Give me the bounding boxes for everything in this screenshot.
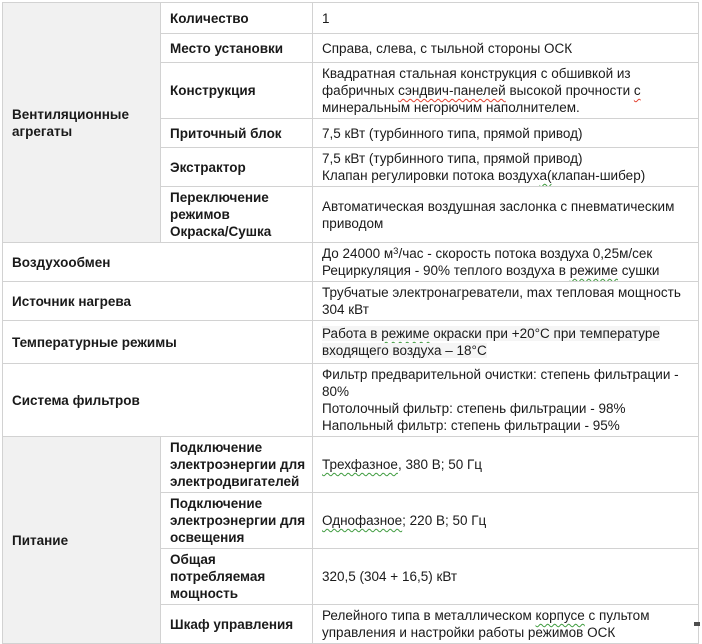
grammar-flagged-word: Трехфазное <box>322 457 398 472</box>
misspelled-word: с <box>633 83 641 98</box>
text-segment: Переключение <box>170 190 269 205</box>
text-segment: До 24000 м <box>322 246 394 261</box>
text-line <box>170 585 303 602</box>
text-segment: 1 <box>322 10 330 26</box>
text-segment: Работа в <box>322 326 382 341</box>
text-line <box>322 10 689 27</box>
text-line <box>170 568 303 585</box>
label-temperature-modes <box>3 321 313 364</box>
row-heat-source <box>3 282 699 321</box>
text-line <box>322 150 689 167</box>
text-segment: электроэнергии для <box>170 513 306 528</box>
text-segment: агрегаты <box>12 123 73 139</box>
spec-table <box>2 2 699 644</box>
misspelled-word: сэндвич-панелей <box>398 83 506 98</box>
text-line <box>12 106 151 123</box>
value-construction <box>313 63 699 119</box>
value-installation-place <box>313 34 699 63</box>
text-segment: Приточный блок <box>170 125 282 141</box>
row-filter-system <box>3 364 699 437</box>
label-installation-place <box>161 34 313 63</box>
text-segment: Система фильтров <box>12 392 140 408</box>
text-line <box>322 125 689 142</box>
text-line <box>12 254 303 271</box>
text-segment: клапан-шибер) <box>551 168 646 183</box>
text-segment: Температурные режимы <box>12 334 177 350</box>
text-segment: Рециркуляция - 90% теплого воздуха в <box>322 263 570 278</box>
text-segment: Экстрактор <box>170 159 246 175</box>
value-total-power <box>313 549 699 605</box>
label-total-power <box>161 549 313 605</box>
section-cell-ventilation-units <box>3 3 161 243</box>
text-line <box>12 392 303 409</box>
label-quantity <box>161 3 313 34</box>
text-line <box>170 616 303 633</box>
text-segment: мощность <box>170 586 239 601</box>
text-segment: с пультом <box>584 608 650 623</box>
text-segment: Количество <box>170 10 249 26</box>
value-heat-source <box>313 282 699 321</box>
text-segment: окраски при +20°C при температуре <box>429 326 660 341</box>
text-line <box>322 456 689 473</box>
row-temperature-modes <box>3 321 699 364</box>
text-line <box>322 215 689 232</box>
text-segment: Напольный фильтр: степень фильтрации - 95% <box>322 418 620 433</box>
document-page <box>0 2 702 640</box>
text-line <box>322 383 689 400</box>
text-line <box>170 456 306 473</box>
text-segment: Питание <box>12 532 69 548</box>
text-segment: Конструкция <box>170 83 256 98</box>
text-segment: электроэнергии для <box>170 457 306 472</box>
text-segment: 80% <box>322 384 350 399</box>
label-filter-system <box>3 364 313 437</box>
label-air-exchange <box>3 243 313 282</box>
value-filter-system <box>313 364 699 437</box>
superscript: 3 <box>393 246 399 257</box>
label-extractor <box>161 148 313 187</box>
text-line <box>170 125 303 142</box>
text-segment: потребляемая <box>170 569 266 584</box>
text-segment: Клапан регулировки потока воздух <box>322 168 540 183</box>
text-line <box>322 65 689 82</box>
text-segment: Трубчатые электронагреватели, max тепловая мощность <box>322 285 681 300</box>
grammar-flagged-word: корпусе <box>535 608 585 623</box>
text-line <box>170 40 303 57</box>
text-segment: минеральным негорючим наполнителем. <box>322 100 580 115</box>
label-heat-source <box>3 282 313 321</box>
text-line <box>322 99 689 116</box>
text-line <box>322 301 689 318</box>
value-power-motors <box>313 437 699 493</box>
text-segment: Релейного типа в металлическом <box>322 608 536 623</box>
grammar-flagged-word: режиме <box>381 326 430 341</box>
spec-table-body <box>3 3 699 644</box>
text-segment: Общая <box>170 552 216 567</box>
value-quantity <box>313 3 699 34</box>
text-segment: Потолочный фильтр: степень фильтрации - 98% <box>322 401 626 416</box>
text-line <box>12 334 303 351</box>
text-segment: Подключение <box>170 440 263 455</box>
row-air-exchange <box>3 243 699 282</box>
text-segment: электродвигателей <box>170 474 300 489</box>
grammar-flagged-word: Однофазное <box>322 513 403 528</box>
value-mode-switching <box>313 187 699 243</box>
value-temperature-modes <box>313 321 699 364</box>
text-segment: входящего воздуха – 18°C <box>322 343 487 358</box>
text-segment: Шкаф управления <box>170 616 294 632</box>
grammar-flagged-word: режиме <box>569 263 618 278</box>
text-segment: 320,5 (304 + 16,5) кВт <box>322 569 458 584</box>
text-segment: освещения <box>170 530 245 545</box>
text-line <box>170 439 303 456</box>
text-segment: приводом <box>322 215 384 231</box>
label-supply-unit <box>161 119 313 148</box>
label-power-motors <box>161 437 313 493</box>
text-segment: Справа, слева, с тыльной стороны ОСК <box>322 40 573 56</box>
text-line <box>12 293 303 310</box>
label-mode-switching <box>161 187 313 243</box>
text-line <box>170 495 303 512</box>
text-line <box>170 551 303 568</box>
value-air-exchange <box>313 243 699 282</box>
text-line <box>322 325 689 342</box>
text-segment: управления и настройки работы режимов ОСК <box>322 625 616 640</box>
text-segment: Окраска/Сушка <box>170 224 272 239</box>
text-line <box>322 342 689 359</box>
text-segment: сушки <box>617 263 660 278</box>
text-line <box>322 366 689 383</box>
text-segment: фабричных <box>322 83 399 98</box>
text-segment: Вентиляционные <box>12 106 129 122</box>
text-line <box>170 473 303 490</box>
value-supply-unit <box>313 119 699 148</box>
value-control-cabinet <box>313 605 699 644</box>
grammar-flagged-word: а( <box>539 168 552 183</box>
text-segment: Автоматическая воздушная заслонка с пневматическим <box>322 198 675 214</box>
text-segment: высокой прочности <box>505 83 634 98</box>
text-line <box>322 167 689 184</box>
text-line <box>322 512 689 529</box>
text-line <box>322 400 689 417</box>
text-segment: режимов <box>170 207 230 222</box>
text-line <box>12 532 151 549</box>
text-line <box>322 198 689 215</box>
text-line <box>322 624 689 641</box>
text-line <box>322 568 689 585</box>
text-segment: Квадратная стальная конструкция с обшивкой из <box>322 66 631 81</box>
label-construction <box>161 63 313 119</box>
text-line <box>322 82 689 99</box>
row-power-motors <box>3 437 699 493</box>
text-segment: 7,5 кВт (турбинного типа, прямой привод) <box>322 125 583 141</box>
text-line <box>322 607 689 624</box>
text-line <box>170 10 303 27</box>
value-extractor <box>313 148 699 187</box>
text-line <box>170 82 303 99</box>
text-line <box>322 40 689 57</box>
value-power-lighting <box>313 493 699 549</box>
text-line <box>322 245 689 262</box>
text-line <box>170 206 303 223</box>
text-line <box>170 189 303 206</box>
text-segment: Место установки <box>170 40 284 56</box>
text-line <box>170 223 303 240</box>
text-segment: ; 220 В; 50 Гц <box>402 513 487 528</box>
text-segment: Подключение <box>170 496 263 511</box>
text-segment: Воздухообмен <box>12 254 111 270</box>
label-power-lighting <box>161 493 313 549</box>
text-segment: Источник нагрева <box>12 293 132 309</box>
row-quantity <box>3 3 699 34</box>
text-line <box>322 417 689 434</box>
text-line <box>170 159 303 176</box>
text-line <box>170 512 306 529</box>
text-line <box>322 284 689 301</box>
text-line <box>170 529 303 546</box>
section-cell-power <box>3 437 161 644</box>
text-segment: 304 кВт <box>322 302 369 317</box>
text-segment: , 380 В; 50 Гц <box>397 457 483 472</box>
partial-text-artifact <box>694 622 700 626</box>
label-control-cabinet <box>161 605 313 644</box>
text-segment: Фильтр предварительной очистки: степень фильтрации - <box>322 367 679 382</box>
text-segment: /час - скорость потока воздуха 0,25м/сек <box>398 246 653 261</box>
text-line <box>12 123 151 140</box>
text-line <box>322 262 689 279</box>
text-segment: 7,5 кВт (турбинного типа, прямой привод) <box>322 151 583 166</box>
